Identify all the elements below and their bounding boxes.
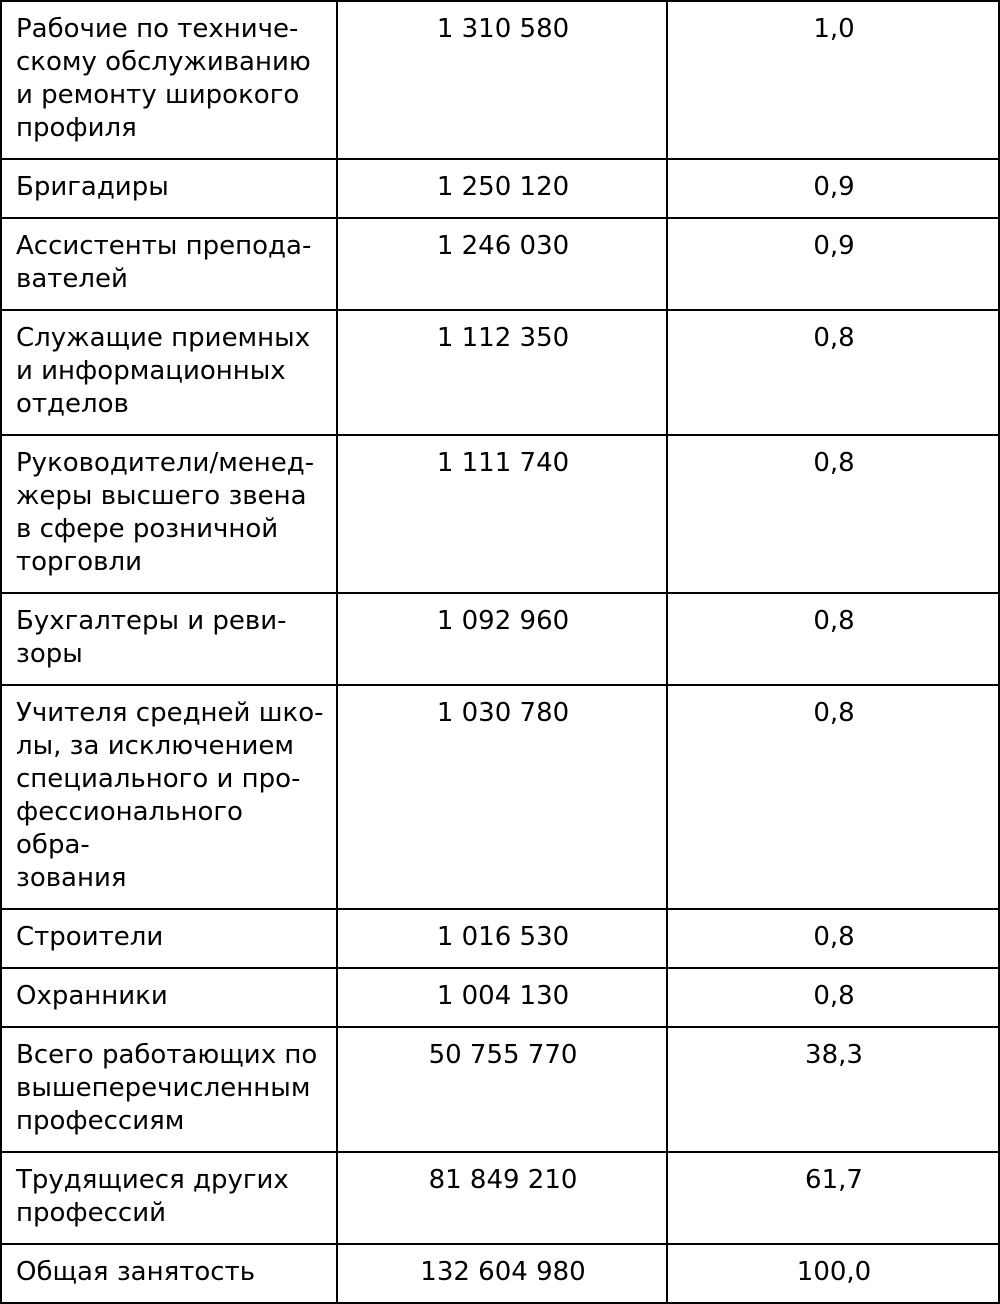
percent-cell: 1,0: [667, 1, 999, 159]
count-cell: 1 111 740: [337, 435, 667, 593]
percent-cell: 61,7: [667, 1152, 999, 1244]
count-cell: 1 092 960: [337, 593, 667, 685]
table-row: [1, 909, 999, 968]
table-row: [1, 435, 999, 593]
occupation-cell: Учителя средней шко- лы, за исключением специального и про- фессионального обра- зования: [1, 685, 337, 909]
percent-cell: 0,8: [667, 909, 999, 968]
percent-cell: 0,8: [667, 685, 999, 909]
percent-cell: 100,0: [667, 1244, 999, 1303]
occupation-cell: Общая занятость: [1, 1244, 337, 1303]
count-cell: 1 250 120: [337, 159, 667, 218]
occupation-cell: Рабочие по техниче- скому обслуживанию и ремонту широкого профиля: [1, 1, 337, 159]
table-row: [1, 1027, 999, 1152]
percent-cell: 0,9: [667, 159, 999, 218]
table-row: [1, 218, 999, 310]
occupation-cell: Руководители/менед- жеры высшего звена в сфере розничной торговли: [1, 435, 337, 593]
count-cell: 81 849 210: [337, 1152, 667, 1244]
table-row: [1, 1244, 999, 1303]
percent-cell: 0,9: [667, 218, 999, 310]
table-row: [1, 593, 999, 685]
occupation-cell: Строители: [1, 909, 337, 968]
table-row: [1, 1152, 999, 1244]
occupation-cell: Служащие приемных и информационных отделов: [1, 310, 337, 435]
table-row: [1, 685, 999, 909]
percent-cell: 0,8: [667, 310, 999, 435]
occupation-cell: Охранники: [1, 968, 337, 1027]
table-row: [1, 968, 999, 1027]
count-cell: 1 016 530: [337, 909, 667, 968]
occupation-cell: Ассистенты препода- вателей: [1, 218, 337, 310]
occupation-cell: Бригадиры: [1, 159, 337, 218]
count-cell: 1 246 030: [337, 218, 667, 310]
count-cell: 1 310 580: [337, 1, 667, 159]
table-row: [1, 310, 999, 435]
occupation-cell: Всего работающих по вышеперечисленным профессиям: [1, 1027, 337, 1152]
percent-cell: 0,8: [667, 435, 999, 593]
count-cell: 50 755 770: [337, 1027, 667, 1152]
percent-cell: 38,3: [667, 1027, 999, 1152]
count-cell: 1 004 130: [337, 968, 667, 1027]
percent-cell: 0,8: [667, 968, 999, 1027]
count-cell: 132 604 980: [337, 1244, 667, 1303]
occupation-cell: Трудящиеся других профессий: [1, 1152, 337, 1244]
table-row: [1, 1, 999, 159]
count-cell: 1 030 780: [337, 685, 667, 909]
occupation-cell: Бухгалтеры и реви- зоры: [1, 593, 337, 685]
table-row: [1, 159, 999, 218]
percent-cell: 0,8: [667, 593, 999, 685]
count-cell: 1 112 350: [337, 310, 667, 435]
